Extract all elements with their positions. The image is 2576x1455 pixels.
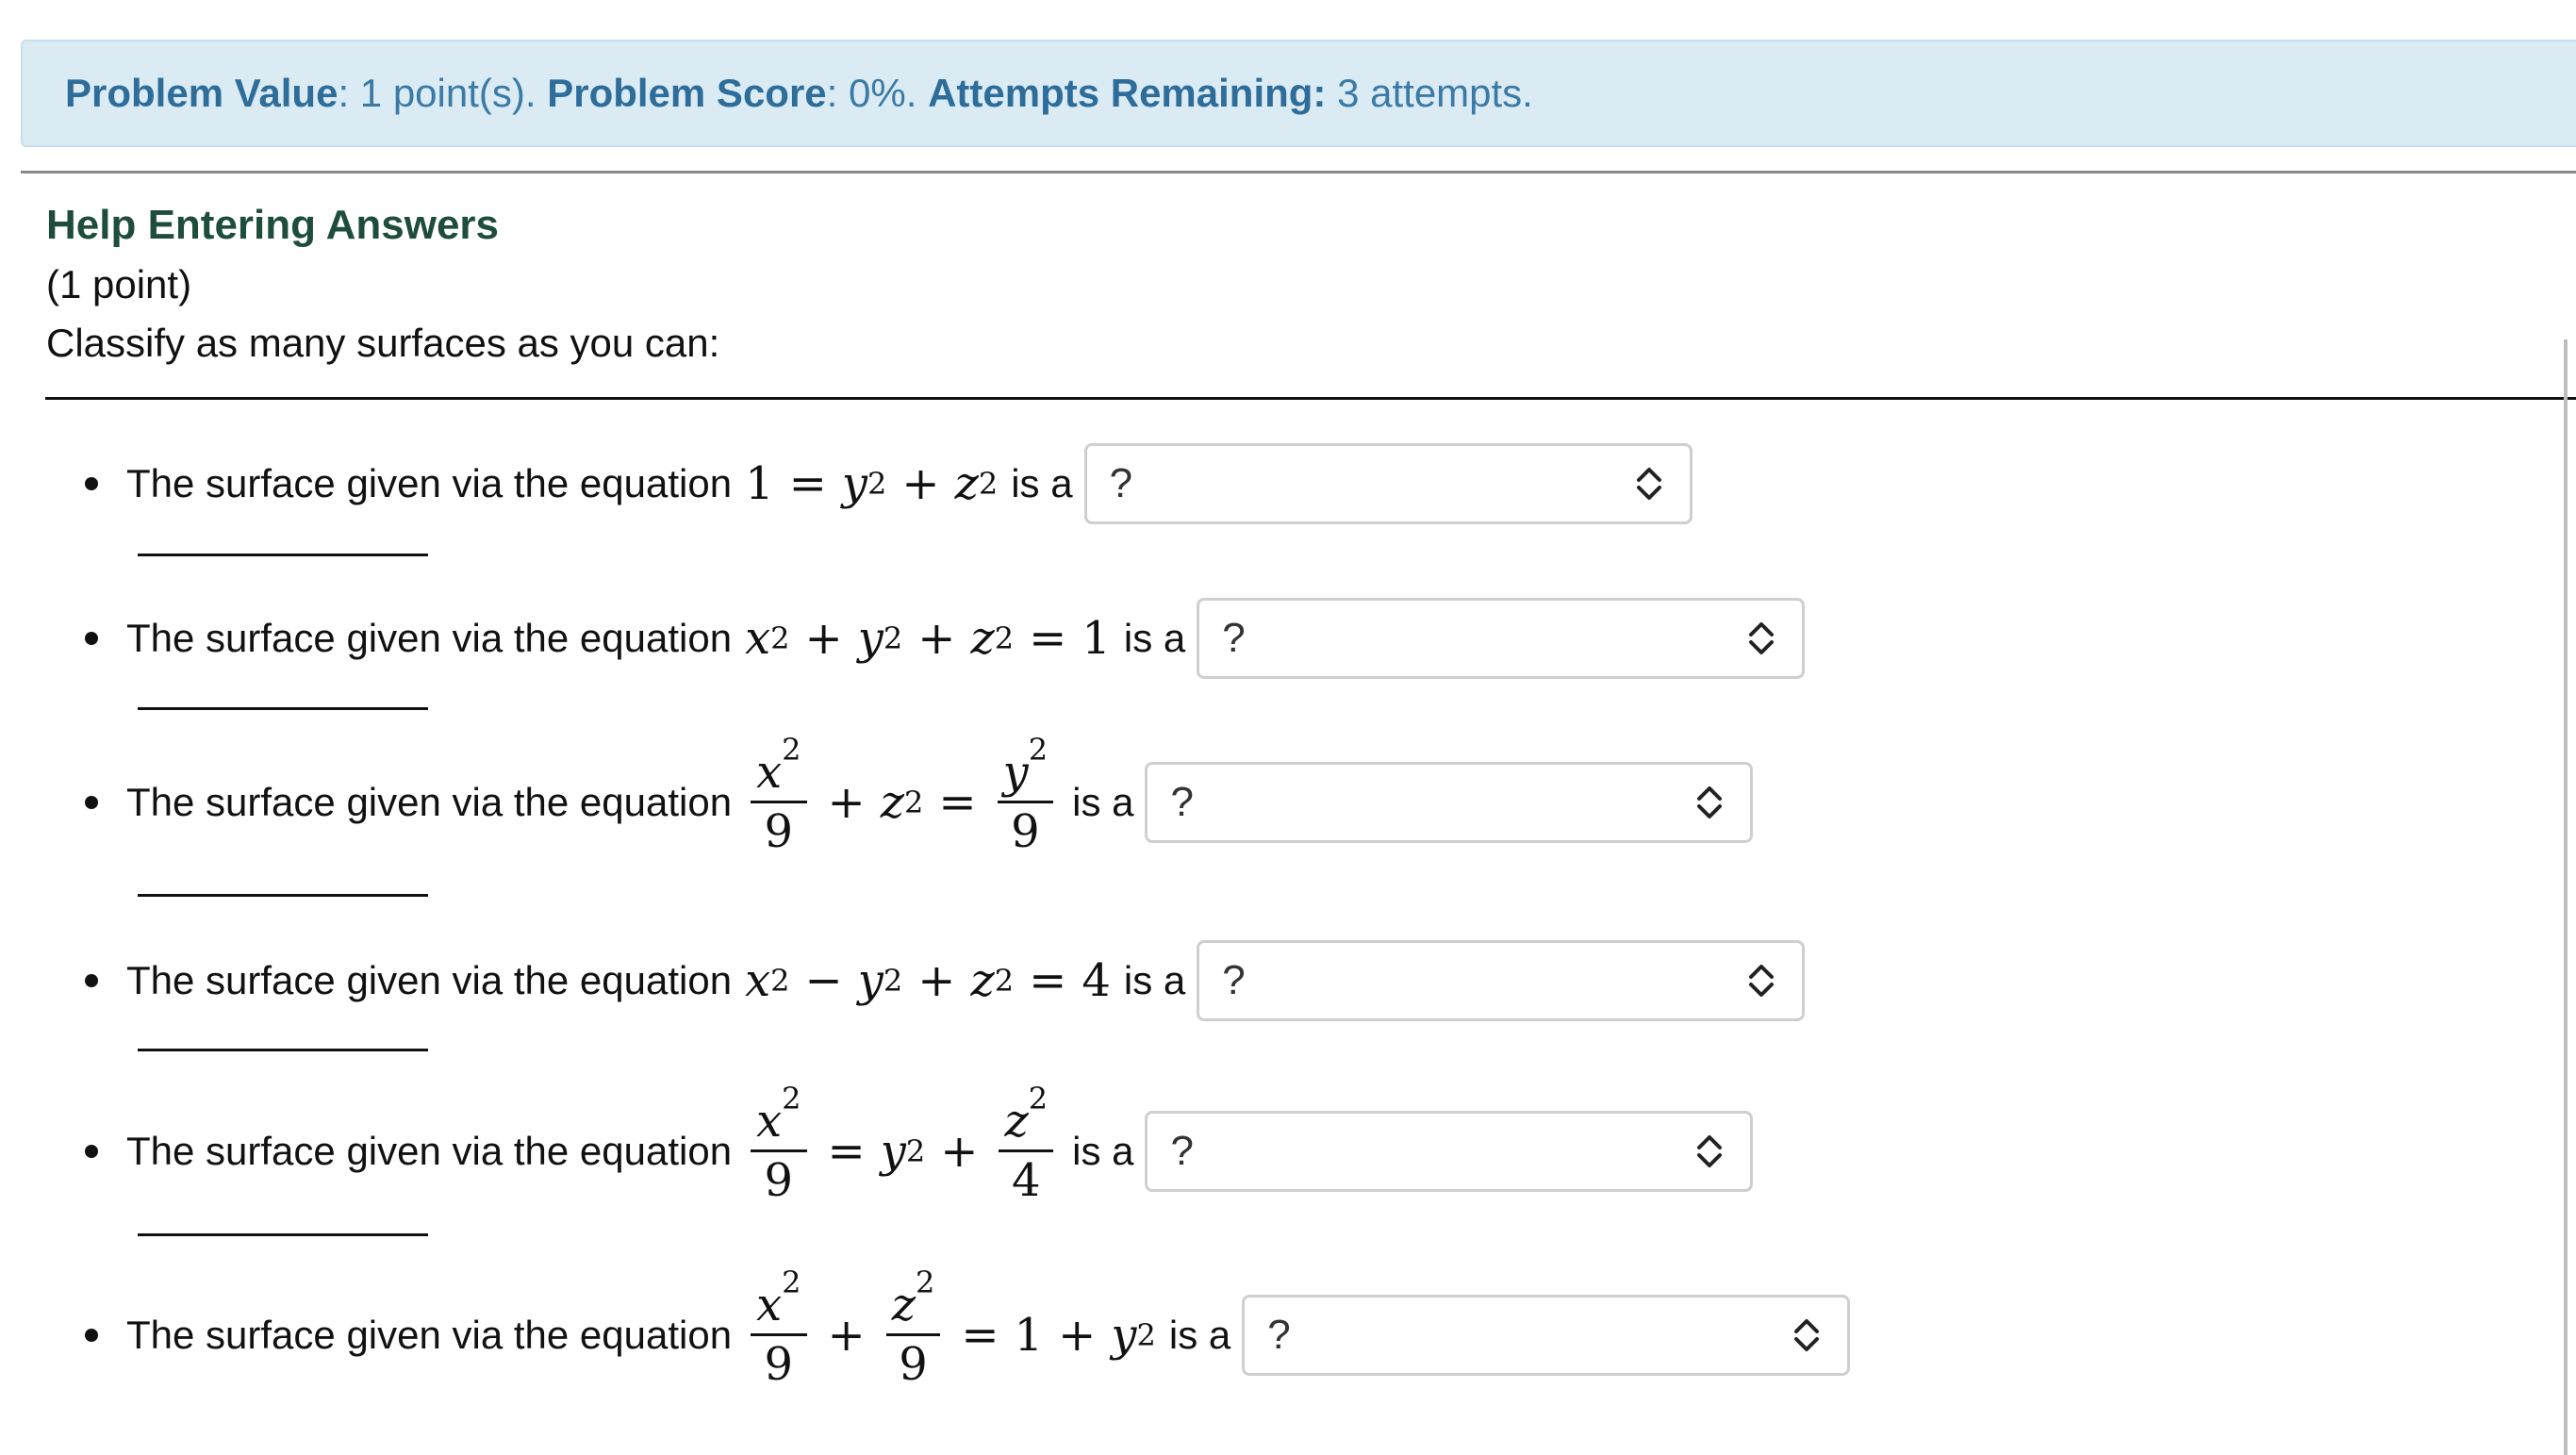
surface-type-select[interactable] — [1242, 1295, 1850, 1376]
bullet — [85, 1329, 98, 1342]
surface-type-select[interactable] — [1145, 1111, 1753, 1192]
answer-underline — [138, 1233, 428, 1236]
problem-instructions: Classify as many surfaces as you can: — [46, 321, 720, 365]
attempts-remaining-label: Attempts Remaining: — [928, 71, 1327, 115]
problem-info-bar — [21, 40, 2576, 147]
bullet — [85, 632, 98, 645]
problem-score-label: Problem Score — [547, 71, 827, 115]
chevron-updown-icon — [1695, 1133, 1724, 1170]
attempts-remaining: 3 attempts. — [1326, 71, 1533, 115]
surface-type-select[interactable] — [1145, 762, 1753, 843]
problem-score: : 0%. — [826, 71, 929, 115]
help-entering-answers-link[interactable]: Help Entering Answers — [46, 202, 500, 248]
scrollbar-track[interactable] — [2564, 339, 2568, 1455]
answer-underline — [138, 707, 428, 710]
chevron-updown-icon — [1747, 620, 1775, 657]
is-a-text: is a — [1123, 616, 1186, 660]
select-value: ? — [1170, 1127, 1194, 1174]
equation: $\frac{x^2}{9}$ = y 2 + $\frac{z^2}{4}$ — [745, 1099, 1059, 1203]
problem-value-label: Problem Value — [65, 71, 339, 115]
equation: $\frac{x^2}{9}$ + z 2 = $\frac{y^2}{9}$ — [745, 750, 1059, 854]
answer-underline — [138, 894, 428, 897]
question-item — [85, 598, 1805, 679]
question-prompt: The surface given via the equation — [126, 1312, 733, 1357]
problem-points: (1 point) — [46, 262, 192, 306]
is-a-text: is a — [1072, 779, 1134, 824]
bullet — [85, 1145, 98, 1158]
surface-type-select[interactable] — [1084, 443, 1693, 524]
bullet — [85, 974, 98, 987]
question-item — [85, 443, 1693, 524]
equation: 1 = y 2 + z 2 — [745, 457, 999, 510]
chevron-updown-icon — [1635, 465, 1663, 503]
question-item — [85, 732, 1753, 858]
select-value: ? — [1170, 778, 1194, 825]
chevron-updown-icon — [1695, 784, 1724, 821]
question-prompt: The surface given via the equation — [126, 1128, 733, 1173]
equation: x 2 + y 2 + z 2 = 1 — [745, 612, 1111, 665]
select-value: ? — [1222, 615, 1246, 661]
question-prompt: The surface given via the equation — [126, 616, 733, 660]
question-item — [85, 1265, 1850, 1391]
question-item — [85, 1081, 1753, 1207]
chevron-updown-icon — [1747, 962, 1775, 1000]
is-a-text: is a — [1011, 461, 1073, 505]
bullet — [85, 477, 98, 490]
question-prompt: The surface given via the equation — [126, 461, 733, 505]
equation: x 2 − y 2 + z 2 = 4 — [745, 954, 1111, 1007]
answer-underline — [138, 554, 428, 556]
divider — [21, 171, 2576, 174]
chevron-updown-icon — [1792, 1316, 1821, 1354]
select-value: ? — [1109, 460, 1133, 506]
problem-value: : 1 point(s). — [338, 71, 548, 115]
divider — [45, 397, 2576, 400]
select-value: ? — [1222, 957, 1246, 1003]
is-a-text: is a — [1072, 1128, 1134, 1173]
question-prompt: The surface given via the equation — [126, 958, 733, 1002]
is-a-text: is a — [1123, 958, 1186, 1002]
equation: $\frac{x^2}{9}$ + $\frac{z^2}{9}$ = 1 + y 2 — [745, 1282, 1156, 1387]
surface-type-select[interactable] — [1197, 940, 1805, 1021]
is-a-text: is a — [1168, 1312, 1231, 1357]
question-item — [85, 940, 1805, 1021]
answer-underline — [138, 1049, 428, 1051]
question-prompt: The surface given via the equation — [126, 779, 733, 824]
select-value: ? — [1267, 1311, 1291, 1358]
surface-type-select[interactable] — [1197, 598, 1805, 679]
bullet — [85, 796, 98, 809]
